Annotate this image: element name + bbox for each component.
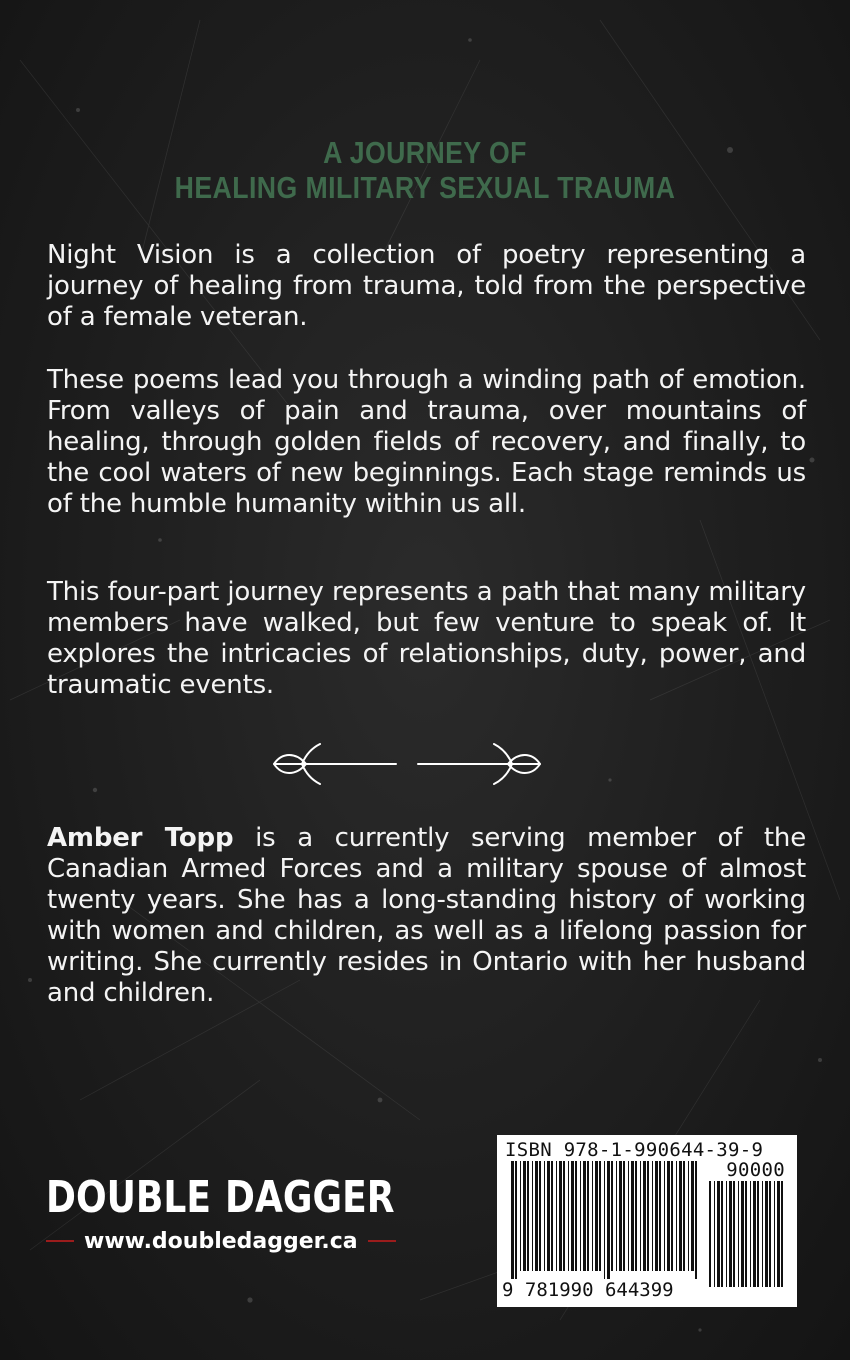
barcode-bar — [729, 1181, 732, 1287]
barcode-bar — [611, 1161, 613, 1271]
barcode-bar — [559, 1161, 562, 1271]
barcode-bar — [757, 1181, 759, 1287]
isbn-barcode — [497, 1135, 797, 1307]
publisher-name-part2: DAGGER — [225, 1172, 395, 1223]
barcode-bar — [587, 1161, 589, 1271]
url-rule-left — [46, 1240, 74, 1242]
barcode-bar — [750, 1181, 751, 1287]
barcode-bar — [695, 1161, 697, 1279]
barcode-bar — [643, 1161, 646, 1271]
description-paragraph-2: These poems lead you through a winding path of emotion. From valleys of pain and trauma, over mountains of healing, through golden fields of recovery, and finally, to the cool waters of new beginnings. Each stage reminds us of the humble humanity within us all. — [47, 365, 806, 519]
leaf-vine-divider-icon — [268, 738, 546, 790]
barcode-bar — [647, 1161, 649, 1271]
publisher-name-part1: DOUBLE — [46, 1172, 212, 1223]
barcode-bar — [520, 1161, 521, 1271]
barcode-bar — [604, 1161, 605, 1279]
barcode-bar — [741, 1181, 744, 1287]
description-paragraph-1: Night Vision is a collection of poetry representing a journey of healing from trauma, told from the perspective of a female veteran. — [47, 240, 806, 332]
barcode-bar — [599, 1161, 601, 1271]
barcode-bar — [774, 1181, 775, 1287]
barcode-bar — [527, 1161, 529, 1271]
barcode-bar — [535, 1161, 538, 1271]
barcode-bar — [652, 1161, 653, 1271]
barcode-digits: 9 781990 644399 — [502, 1279, 674, 1301]
barcode-bar — [583, 1161, 586, 1271]
barcode-bar — [659, 1161, 661, 1271]
barcode-bar — [769, 1181, 771, 1287]
barcode-bar — [511, 1161, 514, 1279]
barcode-bar — [721, 1181, 723, 1287]
barcode-bar — [640, 1161, 641, 1271]
barcode-bar — [523, 1161, 526, 1271]
heading-line-2: HEALING MILITARY SEXUAL TRAUMA — [174, 170, 676, 205]
author-name: Amber Topp — [47, 823, 234, 853]
barcode-bar — [619, 1161, 622, 1271]
barcode-bar — [592, 1161, 593, 1271]
barcode-bar — [655, 1161, 658, 1271]
barcode-bar — [676, 1161, 677, 1271]
barcode-bar — [568, 1161, 569, 1271]
price-code: 90000 — [726, 1159, 785, 1181]
barcode-bar — [717, 1181, 720, 1287]
isbn-label: ISBN 978-1-990644-39-9 — [505, 1139, 764, 1161]
barcode-bar — [738, 1181, 739, 1287]
barcode-bar — [580, 1161, 581, 1271]
barcode-bar — [563, 1161, 565, 1271]
barcode-bar — [595, 1161, 598, 1271]
barcode-bar — [781, 1181, 783, 1287]
barcode-bar — [616, 1161, 617, 1271]
barcode-bar — [532, 1161, 533, 1271]
barcode-bar — [753, 1181, 756, 1287]
barcode-bar — [733, 1181, 735, 1287]
barcode-bar — [556, 1161, 557, 1271]
barcode-bars — [511, 1161, 701, 1279]
barcode-bar — [745, 1181, 747, 1287]
barcode-bar — [635, 1161, 637, 1271]
barcode-bar — [691, 1161, 694, 1271]
url-rule-right — [368, 1240, 396, 1242]
barcode-bar — [551, 1161, 553, 1271]
barcode-bar — [515, 1161, 517, 1279]
publisher-url[interactable]: www.doubledagger.ca — [84, 1228, 358, 1254]
barcode-bar — [628, 1161, 629, 1271]
barcode-bar — [762, 1181, 763, 1287]
barcode-bar — [607, 1161, 610, 1279]
barcode-bar — [679, 1161, 682, 1271]
barcode-bar — [709, 1181, 711, 1287]
barcode-bar — [726, 1181, 727, 1287]
barcode-bar — [539, 1161, 541, 1271]
publisher-url-row — [46, 1226, 408, 1256]
barcode-addon-bars — [709, 1181, 787, 1295]
barcode-bar — [683, 1161, 685, 1271]
barcode-bar — [765, 1181, 768, 1287]
heading-line-1: A JOURNEY OF — [323, 135, 527, 170]
barcode-bar — [547, 1161, 550, 1271]
publisher-logo — [46, 1170, 416, 1225]
description-paragraph-3: This four-part journey represents a path that many military members have walked, but few venture to speak of. It explores the intricacies of relationships, duty, power, and traumatic events. — [47, 577, 806, 700]
barcode-bar — [688, 1161, 689, 1271]
barcode-bar — [714, 1181, 715, 1287]
barcode-bar — [623, 1161, 625, 1271]
barcode-bar — [544, 1161, 545, 1271]
barcode-bar — [777, 1181, 780, 1287]
barcode-bar — [631, 1161, 634, 1271]
barcode-bar — [671, 1161, 673, 1271]
author-bio — [47, 823, 806, 1009]
barcode-bar — [575, 1161, 577, 1271]
barcode-bar — [571, 1161, 574, 1271]
barcode-bar — [667, 1161, 670, 1271]
author-bio-text: is a currently serving member of the Canadian Armed Forces and a military spouse of almost twenty years. She has a long-standing history of working with women and children, as well as a lifelong passion for writing. She currently resides in Ontario with her husband and children. — [47, 823, 807, 1008]
barcode-bar — [664, 1161, 665, 1271]
